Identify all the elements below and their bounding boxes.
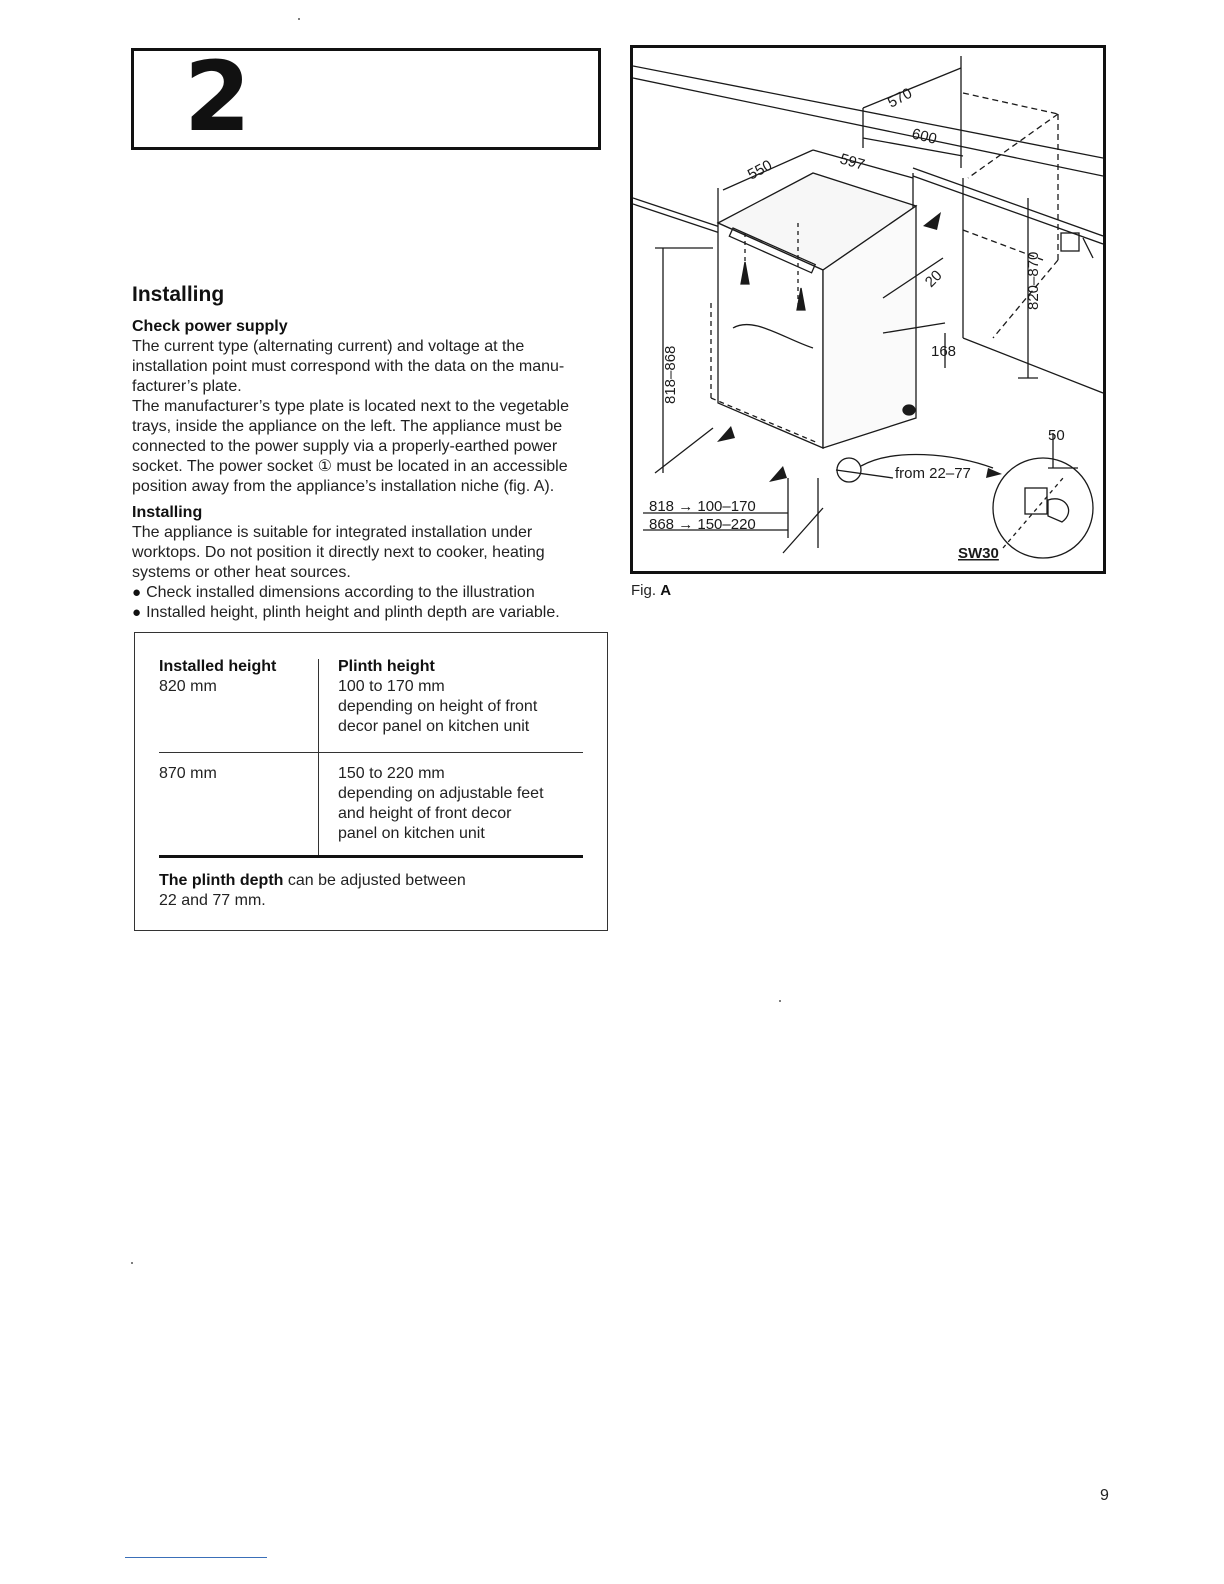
- dim-20: 20: [921, 267, 946, 291]
- niche-outline: [963, 93, 1103, 393]
- installing-heading: Installing: [132, 504, 203, 521]
- plinth-depth-note-bold: The plinth depth: [159, 872, 284, 889]
- installation-diagram: [630, 45, 1106, 574]
- dim-600: 600: [910, 125, 939, 148]
- figure-caption: [631, 581, 671, 601]
- power-supply-line: position away from the appliance’s installation niche (fig. A).: [132, 478, 555, 495]
- chapter-number: 2: [184, 41, 251, 153]
- dim-818-868: 818–868: [662, 345, 679, 404]
- installing-section: [132, 282, 604, 623]
- plinth-depth-note-line2: 22 and 77 mm.: [159, 892, 266, 909]
- scan-speck: [298, 18, 300, 20]
- page-number: 9: [1100, 1487, 1109, 1504]
- dim-168: 168: [931, 343, 957, 360]
- installing-line: worktops. Do not position it directly next to cooker, heating: [132, 544, 545, 561]
- plinth-height-line: depending on height of front: [338, 698, 538, 715]
- plinth-height-line: depending on adjustable feet: [338, 785, 544, 802]
- installing-line: The appliance is suitable for integrated installation under: [132, 524, 533, 541]
- plinth-depth-note: [159, 871, 466, 911]
- dim-from: from 22–77: [895, 465, 971, 482]
- plinth-818: 818 → 100–170: [649, 498, 756, 515]
- dim-sw30: SW30: [958, 545, 999, 562]
- power-supply-line: connected to the power supply via a properly-earthed power: [132, 438, 558, 455]
- installed-height-header: Installed height: [159, 658, 277, 675]
- bullet-dot-icon: ●: [132, 584, 142, 601]
- spec-table: [134, 632, 608, 931]
- table-divider-thick: [159, 855, 583, 858]
- power-supply-line: installation point must correspond with the data on the manu-: [132, 358, 565, 375]
- installed-height-cell: [159, 657, 276, 697]
- fridge-body: [711, 173, 916, 448]
- plinth-height-cell-row2: [338, 764, 544, 844]
- plinth-depth-note-text: can be adjusted between: [283, 872, 466, 889]
- scan-speck: [779, 1000, 781, 1002]
- footer-rule: [125, 1557, 267, 1558]
- dim-570: 570: [884, 84, 915, 112]
- foot-detail: [837, 433, 1093, 558]
- plinth-868: 868 → 150–220: [649, 516, 756, 533]
- figure-caption-label: A: [660, 582, 672, 599]
- plinth-height-line: 100 to 170 mm: [338, 678, 445, 695]
- power-supply-heading: Check power supply: [132, 318, 288, 335]
- power-supply-line: trays, inside the appliance on the left. The appliance must be: [132, 418, 563, 435]
- power-supply-line: facturer’s plate.: [132, 378, 242, 395]
- chapter-box: [131, 41, 601, 153]
- scan-speck: [131, 1262, 133, 1264]
- plinth-height-line: 150 to 220 mm: [338, 765, 445, 782]
- dim-50: 50: [1048, 427, 1065, 444]
- power-supply-line: socket. The power socket ① must be located in an accessible: [132, 458, 568, 475]
- bullet-item: [132, 603, 604, 623]
- table-divider-vertical: [318, 659, 319, 855]
- bullet-item: [132, 583, 604, 603]
- dim-550: 550: [744, 156, 775, 184]
- installed-height-value: 820 mm: [159, 678, 217, 695]
- plinth-height-cell: [338, 657, 537, 737]
- power-supply-line: The current type (alternating current) and voltage at the: [132, 338, 525, 355]
- bullet-text: Check installed dimensions according to the illustration: [146, 584, 535, 601]
- installed-height-value-row2: 870 mm: [159, 765, 217, 782]
- plinth-height-line: panel on kitchen unit: [338, 825, 485, 842]
- dim-820-870: 820–870: [1025, 251, 1042, 310]
- plinth-height-line: decor panel on kitchen unit: [338, 718, 530, 735]
- bullet-text: Installed height, plinth height and plinth depth are variable.: [146, 604, 560, 621]
- section-title: Installing: [132, 283, 225, 306]
- table-divider-row: [159, 752, 583, 753]
- plinth-height-line: and height of front decor: [338, 805, 512, 822]
- dim-597: 597: [837, 150, 867, 174]
- power-supply-line: The manufacturer’s type plate is located next to the vegetable: [132, 398, 570, 415]
- bullet-dot-icon: ●: [132, 604, 142, 621]
- figure-caption-prefix: Fig.: [631, 582, 661, 599]
- power-socket-icon: [1061, 233, 1093, 258]
- installing-line: systems or other heat sources.: [132, 564, 351, 581]
- plinth-height-header: Plinth height: [338, 658, 435, 675]
